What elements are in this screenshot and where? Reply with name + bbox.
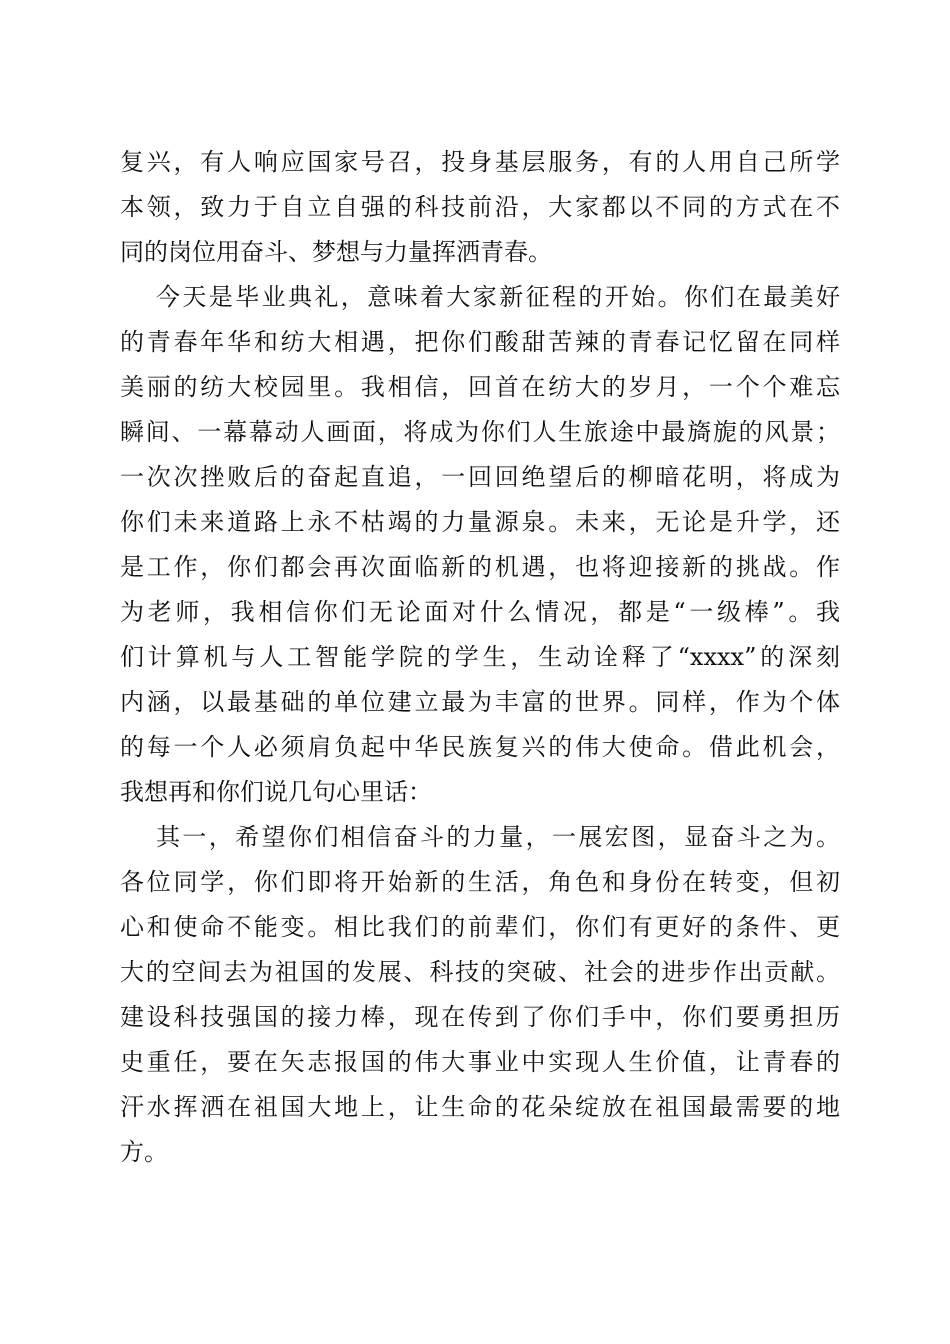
body-text: [120, 140, 840, 1175]
text-line: 方。: [120, 1138, 168, 1166]
text-line: 一次次挫败后的奋起直追，一回回绝望后的柳暗花明，将成为: [120, 463, 840, 491]
text-line: 我想再和你们说几句心里话：: [120, 778, 432, 806]
text-line: 的每一个人必须肩负起中华民族复兴的伟大使命。借此机会，: [120, 733, 840, 761]
text-line: 为老师，我相信你们无论面对什么情况，都是“一级棒”。我: [120, 598, 840, 626]
text-line: 大的空间去为祖国的发展、科技的突破、社会的进步作出贡献。: [120, 958, 840, 986]
text-line: 汗水挥洒在祖国大地上，让生命的花朵绽放在祖国最需要的地: [120, 1093, 840, 1121]
paragraph-start-line: 其一，希望你们相信奋斗的力量，一展宏图，显奋斗之为。: [156, 823, 840, 851]
text-line: 美丽的纺大校园里。我相信，回首在纺大的岁月，一个个难忘: [120, 373, 840, 401]
paragraph-start-line: 今天是毕业典礼，意味着大家新征程的开始。你们在最美好: [156, 283, 840, 311]
text-line: 各位同学，你们即将开始新的生活，角色和身份在转变，但初: [120, 868, 840, 896]
text-line: 是工作，你们都会再次面临新的机遇，也将迎接新的挑战。作: [120, 553, 840, 581]
text-line: 们计算机与人工智能学院的学生，生动诠释了“xxxx”的深刻: [120, 643, 840, 671]
text-line: 本领，致力于自立自强的科技前沿，大家都以不同的方式在不: [120, 193, 840, 221]
text-line: 的青春年华和纺大相遇，把你们酸甜苦辣的青春记忆留在同样: [120, 328, 840, 356]
text-line: 史重任，要在矢志报国的伟大事业中实现人生价值，让青春的: [120, 1048, 840, 1076]
text-line: 你们未来道路上永不枯竭的力量源泉。未来，无论是升学，还: [120, 508, 840, 536]
text-line: 心和使命不能变。相比我们的前辈们，你们有更好的条件、更: [120, 913, 840, 941]
text-line: 瞬间、一幕幕动人画面，将成为你们人生旅途中最旖旎的风景；: [120, 418, 840, 446]
text-line: 同的岗位用奋斗、梦想与力量挥洒青春。: [120, 238, 552, 266]
text-line: 内涵，以最基础的单位建立最为丰富的世界。同样，作为个体: [120, 688, 840, 716]
text-line: 建设科技强国的接力棒，现在传到了你们手中，你们要勇担历: [120, 1003, 840, 1031]
text-line: 复兴，有人响应国家号召，投身基层服务，有的人用自己所学: [120, 148, 840, 176]
